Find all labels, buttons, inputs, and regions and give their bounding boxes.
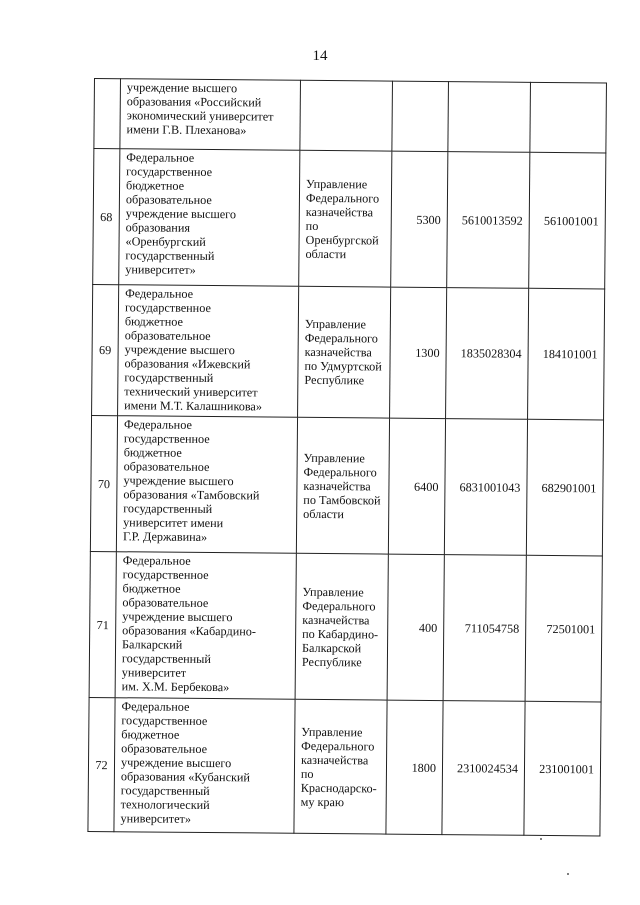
organization-name-line: образования «Российский	[126, 94, 262, 110]
treasury-body-cell	[295, 553, 388, 700]
organization-name-line: учреждение высшего	[126, 80, 238, 96]
organization-name-line: «Оренбургский	[125, 234, 206, 249]
amount-cell: 6400	[388, 418, 445, 554]
organization-name-line: Федеральное	[121, 699, 190, 714]
table-row	[94, 79, 607, 153]
organization-name-line: университет»	[125, 262, 196, 277]
treasury-body-line: му краю	[300, 794, 345, 809]
kpp-cell	[530, 82, 607, 153]
organization-name-line: учреждение высшего	[123, 473, 234, 489]
organization-name-cell	[115, 552, 296, 700]
row-number-cell: 70	[90, 415, 117, 551]
treasury-body-line: Краснодарско-	[300, 780, 377, 795]
treasury-body-line: Управление	[303, 450, 365, 465]
treasury-body-line: по Удмуртской	[304, 358, 382, 374]
organization-name-line: имени Г.В. Плеханова»	[126, 122, 247, 138]
organization-name-cell	[118, 285, 299, 418]
treasury-body-cell	[294, 699, 387, 834]
organization-name-line: Федеральное	[125, 286, 194, 301]
table-row	[92, 284, 605, 419]
organization-name-line: государственный	[123, 501, 213, 517]
treasury-body-line: области	[305, 246, 347, 261]
organization-name-line: учреждение высшего	[125, 206, 237, 222]
treasury-body-line: Федерального	[304, 330, 378, 346]
treasury-body-line: Федерального	[303, 464, 377, 479]
organization-name-line: университет	[121, 665, 187, 680]
inn-cell	[448, 82, 531, 153]
organization-name-line: государственное	[123, 431, 210, 447]
organization-name-line: образования «Кабардино-	[122, 623, 256, 639]
scan-speck	[540, 838, 542, 840]
organization-name-line: бюджетное	[124, 314, 183, 329]
treasury-body-line: по Тамбовской	[303, 492, 381, 508]
organization-name-line: им. Х.М. Бербекова»	[121, 679, 230, 695]
organization-name-line: университет имени	[123, 515, 224, 531]
organization-name-line: образования «Ижевский	[124, 356, 251, 372]
organizations-table	[87, 78, 607, 836]
organization-name-line: учреждение высшего	[120, 755, 232, 771]
treasury-body-line: Управление	[304, 316, 367, 332]
organization-name-line: образовательное	[124, 328, 211, 344]
table-row	[88, 697, 601, 835]
inn-cell: 2310024534	[442, 701, 525, 836]
organization-name-line: образования «Тамбовский	[123, 487, 260, 503]
organization-name-line: образования «Кубанский	[120, 769, 251, 785]
organization-name-line: образовательное	[122, 595, 209, 611]
organization-name-line: Федеральное	[122, 553, 191, 568]
treasury-body-line: Федерального	[305, 190, 380, 205]
scan-speck	[567, 873, 569, 875]
kpp-cell: 561001001	[529, 152, 606, 289]
page-number: 14	[312, 48, 328, 64]
organization-name-line: государственный	[121, 651, 211, 667]
organization-name-line: учреждение высшего	[124, 342, 235, 358]
kpp-cell: 231001001	[524, 701, 601, 836]
organization-name-line: Балкарский	[121, 637, 183, 652]
organization-name-cell	[116, 416, 297, 554]
organization-name-line: образовательное	[121, 741, 208, 757]
organization-name-line: имени М.Т. Калашникова»	[124, 398, 263, 414]
organization-name-line: университет»	[120, 811, 192, 826]
row-number-cell: 68	[93, 149, 120, 285]
amount-cell	[392, 81, 449, 151]
organization-name-line: государственное	[121, 713, 208, 729]
organization-name-line: бюджетное	[126, 178, 185, 193]
row-number-cell: 72	[88, 697, 115, 831]
organization-name-cell	[114, 698, 295, 834]
inn-cell: 711054758	[443, 555, 526, 702]
organization-name-line: учреждение высшего	[122, 609, 233, 625]
amount-cell: 1300	[390, 287, 447, 418]
row-number-cell	[94, 79, 121, 149]
inn-cell: 1835028304	[446, 288, 529, 420]
inn-cell: 5610013592	[447, 152, 530, 289]
organization-name-line: государственный	[120, 783, 210, 799]
treasury-body-line: Управление	[306, 176, 368, 191]
treasury-body-line: Республике	[301, 654, 362, 669]
amount-cell: 5300	[391, 151, 448, 287]
organization-name-line: государственное	[124, 300, 211, 316]
treasury-body-line: Федерального	[301, 738, 375, 753]
treasury-body-line: казначейства	[301, 752, 369, 767]
organization-name-line: государственный	[124, 370, 214, 386]
treasury-body-line: Управление	[302, 584, 364, 599]
treasury-body-line: казначейства	[303, 478, 371, 493]
organization-name-line: Г.Р. Державина»	[122, 529, 208, 545]
organization-name-line: бюджетное	[123, 445, 182, 460]
treasury-body-line: по	[300, 766, 314, 781]
organization-name-line: государственное	[126, 164, 213, 180]
treasury-body-line: казначейства	[302, 612, 370, 627]
organization-name-line: образовательное	[123, 459, 210, 475]
table-row	[93, 149, 606, 289]
table-row	[90, 415, 603, 555]
treasury-body-line: области	[303, 506, 345, 521]
kpp-cell: 72501001	[525, 555, 602, 702]
organization-name-line: образовательное	[125, 192, 212, 208]
amount-cell: 400	[387, 554, 444, 700]
kpp-cell: 184101001	[528, 288, 605, 420]
organization-name-line: Федеральное	[123, 417, 192, 432]
inn-cell: 6831001043	[444, 419, 527, 556]
kpp-cell: 682901001	[526, 419, 603, 556]
organization-name-line: образования	[125, 220, 191, 235]
treasury-body-cell	[299, 150, 392, 287]
treasury-body-line: казначейства	[305, 204, 374, 219]
treasury-body-line: Федерального	[302, 598, 376, 613]
treasury-body-line: по Кабардино-	[302, 626, 379, 642]
organization-name-line: бюджетное	[121, 727, 180, 742]
organization-name-line: государственный	[125, 248, 215, 264]
table-row	[89, 551, 602, 701]
treasury-body-line: Оренбургской	[305, 232, 379, 247]
row-number-cell: 71	[89, 551, 116, 697]
treasury-body-cell	[296, 417, 389, 554]
organization-name-line: государственное	[122, 567, 209, 583]
treasury-body-cell	[298, 286, 391, 418]
organization-name-line: технический университет	[124, 384, 258, 400]
organization-name-cell	[119, 149, 300, 287]
organization-name-cell	[120, 79, 301, 151]
treasury-body-line: Балкарской	[301, 640, 362, 655]
organization-name-line: экономический университет	[126, 108, 274, 124]
amount-cell: 1800	[386, 700, 443, 834]
treasury-body-line: по	[305, 218, 319, 233]
row-number-cell: 69	[92, 284, 119, 415]
organization-name-line: бюджетное	[122, 581, 181, 596]
treasury-body-cell	[300, 80, 393, 151]
treasury-body-line: Республике	[304, 372, 365, 388]
organization-name-line: Федеральное	[126, 150, 195, 165]
treasury-body-line: казначейства	[304, 344, 372, 360]
organization-name-line: технологический	[120, 797, 210, 813]
treasury-body-line: Управление	[301, 724, 363, 739]
